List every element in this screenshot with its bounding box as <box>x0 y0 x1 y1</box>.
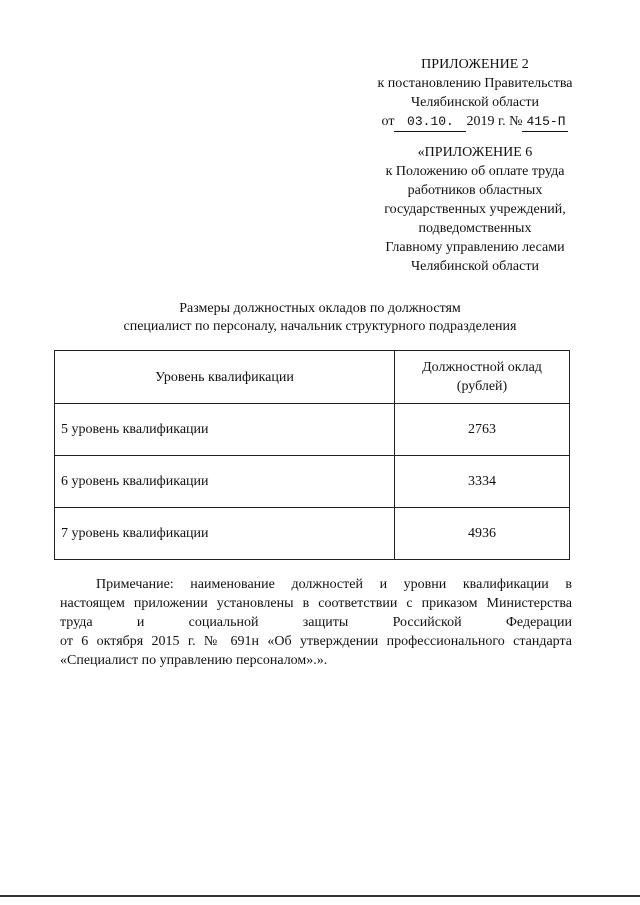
appendix-6-line: Челябинской области <box>411 259 539 274</box>
table-row <box>55 456 570 508</box>
salary-table <box>54 350 570 560</box>
resolution-number: 415-П <box>522 112 568 132</box>
document-title-line-1: Размеры должностных окладов по должностям <box>179 301 461 316</box>
resolution-date: 03.10. <box>394 112 466 132</box>
salary-cell: 4936 <box>395 508 570 560</box>
header-qualification-level: Уровень квалификации <box>55 351 395 404</box>
document-title-line-2: специалист по персоналу, начальник структурного подразделения <box>123 319 517 334</box>
appendix-6-line: государственных учреждений, <box>384 202 566 217</box>
appendix-6-line: Главному управлению лесами <box>385 240 565 255</box>
note-line: «Специалист по управлению персоналом».». <box>60 653 328 668</box>
appendix-6-line: к Положению об оплате труда <box>385 164 565 179</box>
appendix-6-header <box>340 143 610 276</box>
note-line: настоящем приложении установлены в соответствии с приказом Министерства <box>60 596 572 611</box>
salary-cell: 2763 <box>395 404 570 456</box>
appendix-2-date-line <box>340 112 610 132</box>
appendix-2-title: ПРИЛОЖЕНИЕ 2 <box>421 57 529 72</box>
appendix-6-title: «ПРИЛОЖЕНИЕ 6 <box>417 145 533 160</box>
table-header-row <box>55 351 570 404</box>
table-row <box>55 508 570 560</box>
note-line: от 6 октября 2015 г. № 691н «Об утверждении профессионального стандарта <box>60 634 572 649</box>
header-salary-line-1: Должностной оклад <box>422 360 542 375</box>
salary-cell: 3334 <box>395 456 570 508</box>
appendix-2-line-1: к постановлению Правительства <box>377 76 573 91</box>
qualification-level-cell: 7 уровень квалификации <box>55 508 395 560</box>
appendix-6-line: подведомственных <box>418 221 532 236</box>
qualification-level-cell: 5 уровень квалификации <box>55 404 395 456</box>
qualification-level-cell: 6 уровень квалификации <box>55 456 395 508</box>
header-salary-line-2: (рублей) <box>456 379 508 394</box>
appendix-6-line: работников областных <box>407 183 543 198</box>
page-bottom-rule <box>0 895 640 897</box>
header-salary <box>395 351 570 404</box>
note-paragraph <box>60 575 572 670</box>
note-line: Примечание: наименование должностей и уровни квалификации в <box>96 577 572 592</box>
document-title <box>40 300 600 336</box>
date-prefix: от <box>381 114 395 129</box>
appendix-2-header <box>340 55 610 132</box>
year-text: 2019 г. № <box>466 114 523 129</box>
appendix-2-line-2: Челябинской области <box>411 95 539 110</box>
note-line: труда и социальной защиты Российской Федерации <box>60 615 572 630</box>
table-row <box>55 404 570 456</box>
